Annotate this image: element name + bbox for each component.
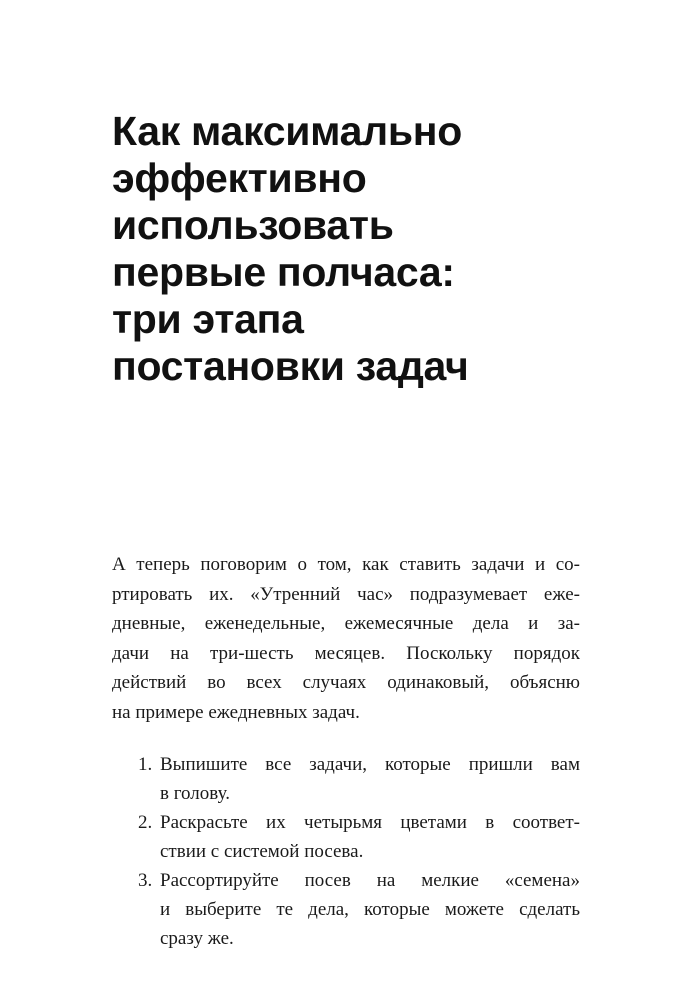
title-line: Как максимально bbox=[112, 108, 462, 154]
list-line: ствии с системой посева. bbox=[160, 841, 364, 862]
paragraph-line: ртировать их. «Утренний час» подразумевает еже- bbox=[112, 583, 580, 605]
chapter-title bbox=[112, 108, 469, 390]
list-line: сразу же. bbox=[160, 928, 234, 949]
paragraph-line: А теперь поговорим о том, как ставить задачи и со- bbox=[112, 554, 580, 575]
title-line: первые полчаса: bbox=[112, 249, 455, 295]
list-item bbox=[138, 808, 580, 866]
list-line: и выберите те дела, которые можете сделать bbox=[160, 899, 580, 920]
list-line: Раскрасьте их четырьмя цветами в соответ- bbox=[160, 812, 580, 833]
list-line: Выпишите все задачи, которые пришли вам bbox=[160, 754, 580, 775]
title-line: три этапа bbox=[112, 296, 304, 342]
intro-paragraph bbox=[112, 550, 580, 727]
title-line: постановки задач bbox=[112, 343, 469, 389]
title-line: эффективно bbox=[112, 155, 367, 201]
steps-list bbox=[138, 750, 580, 953]
paragraph-line: дневные, еженедельные, ежемесячные дела и за- bbox=[112, 613, 580, 634]
list-line: Рассортируйте посев на мелкие «семена» bbox=[160, 870, 580, 891]
list-item bbox=[138, 866, 580, 953]
list-item bbox=[138, 750, 580, 808]
paragraph-line: дачи на три-шесть месяцев. Поскольку порядок bbox=[112, 642, 580, 664]
list-number: 1. bbox=[138, 754, 153, 775]
list-number: 2. bbox=[138, 812, 153, 833]
list-line: в голову. bbox=[160, 783, 230, 804]
list-number: 3. bbox=[138, 870, 153, 891]
paragraph-line: действий во всех случаях одинаковый, объясню bbox=[112, 672, 580, 693]
paragraph-line: на примере ежедневных задач. bbox=[112, 701, 360, 723]
title-line: использовать bbox=[112, 202, 394, 248]
